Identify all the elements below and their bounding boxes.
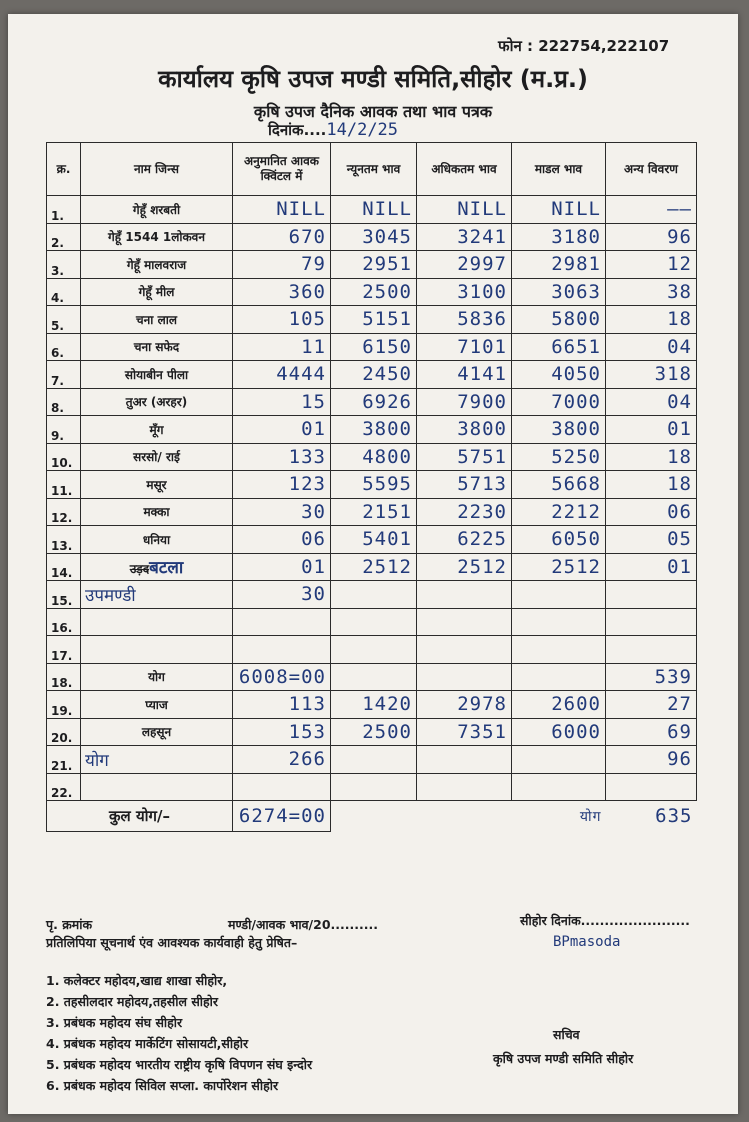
max-price: 7351 bbox=[417, 718, 512, 746]
table-row bbox=[47, 608, 697, 636]
other-detail: 539 bbox=[606, 663, 697, 691]
other-detail: —— bbox=[606, 196, 697, 224]
arrival-value: 105 bbox=[233, 306, 331, 334]
mandi-ref: मण्डी/आवक भाव/20.......... bbox=[228, 917, 379, 932]
other-detail: 96 bbox=[606, 223, 697, 251]
max-price: 5836 bbox=[417, 306, 512, 334]
col-commodity: नाम जिन्स bbox=[81, 143, 233, 196]
date-line bbox=[268, 120, 398, 140]
arrival-value: 123 bbox=[233, 471, 331, 499]
modal-price: 2212 bbox=[512, 498, 606, 526]
recipient-item: 3. प्रबंधक महोदय संघ सीहोर bbox=[46, 1015, 183, 1030]
table-row bbox=[47, 581, 697, 609]
modal-price: 4050 bbox=[512, 361, 606, 389]
forward-note: प्रतिलिपिया सूचनार्थ एंव आवश्यक कार्यवाही हेतु प्रेषित– bbox=[46, 935, 298, 950]
other-detail: 69 bbox=[606, 718, 697, 746]
commodity-name: गेहूँ शरबती bbox=[81, 196, 233, 224]
commodity-name: मूँग bbox=[81, 416, 233, 444]
recipient-item: 5. प्रबंधक महोदय भारतीय राष्ट्रीय कृषि विपणन संघ इन्दोर bbox=[46, 1057, 313, 1072]
max-price bbox=[417, 773, 512, 801]
table-row bbox=[47, 663, 697, 691]
commodity-name: उपमण्डी bbox=[81, 581, 233, 609]
max-price: 5751 bbox=[417, 443, 512, 471]
arrival-value: 360 bbox=[233, 278, 331, 306]
min-price bbox=[331, 581, 417, 609]
table-row bbox=[47, 196, 697, 224]
recipient-item: 4. प्रबंधक महोदय मार्केटिंग सोसायटी,सीहोर bbox=[46, 1036, 249, 1051]
min-price bbox=[331, 663, 417, 691]
min-price bbox=[331, 746, 417, 774]
commodity-name: चना सफेद bbox=[81, 333, 233, 361]
min-price: 5151 bbox=[331, 306, 417, 334]
committee: कृषि उपज मण्डी समिति सीहोर bbox=[493, 1051, 634, 1066]
arrival-value: 266 bbox=[233, 746, 331, 774]
other-detail: 18 bbox=[606, 443, 697, 471]
min-price: 1420 bbox=[331, 691, 417, 719]
modal-price bbox=[512, 773, 606, 801]
secretary: सचिव bbox=[553, 1027, 580, 1042]
date-label: दिनांक.... bbox=[268, 121, 327, 139]
max-price: 6225 bbox=[417, 526, 512, 554]
row-sn: 8. bbox=[47, 388, 81, 416]
other-detail bbox=[606, 581, 697, 609]
total-row bbox=[47, 801, 697, 832]
modal-price: 2512 bbox=[512, 553, 606, 581]
other-detail: 06 bbox=[606, 498, 697, 526]
table-header bbox=[47, 143, 697, 196]
arrival-value: 15 bbox=[233, 388, 331, 416]
row-sn: 4. bbox=[47, 278, 81, 306]
ref-number: पृ. क्रमांक bbox=[46, 917, 93, 932]
other-detail: 12 bbox=[606, 251, 697, 279]
table-row bbox=[47, 691, 697, 719]
modal-price: 3180 bbox=[512, 223, 606, 251]
date-value: 14/2/25 bbox=[326, 120, 399, 140]
table-row bbox=[47, 306, 697, 334]
row-sn: 22. bbox=[47, 773, 81, 801]
col-other: अन्य विवरण bbox=[606, 143, 697, 196]
modal-price: 3063 bbox=[512, 278, 606, 306]
row-sn: 9. bbox=[47, 416, 81, 444]
recipient-item: 6. प्रबंधक महोदय सिविल सप्ला. कार्पोरेशन सीहोर bbox=[46, 1078, 279, 1093]
arrival-value: 6008=00 bbox=[233, 663, 331, 691]
modal-price: NILL bbox=[512, 196, 606, 224]
min-price bbox=[331, 636, 417, 664]
max-price bbox=[417, 608, 512, 636]
modal-price: 6050 bbox=[512, 526, 606, 554]
col-min-price: न्यूनतम भाव bbox=[331, 143, 417, 196]
min-price: 2500 bbox=[331, 718, 417, 746]
commodity-name: तुअर (अरहर) bbox=[81, 388, 233, 416]
modal-price bbox=[512, 746, 606, 774]
max-price: 2997 bbox=[417, 251, 512, 279]
row-sn: 20. bbox=[47, 718, 81, 746]
total-other-label: योग bbox=[579, 808, 602, 825]
arrival-value bbox=[233, 608, 331, 636]
row-sn: 12. bbox=[47, 498, 81, 526]
commodity-name: गेहूँ मील bbox=[81, 278, 233, 306]
arrival-value: 30 bbox=[233, 581, 331, 609]
table-row bbox=[47, 251, 697, 279]
commodity-name bbox=[81, 636, 233, 664]
other-detail: 38 bbox=[606, 278, 697, 306]
table-row bbox=[47, 223, 697, 251]
max-price bbox=[417, 663, 512, 691]
commodity-name: मक्का bbox=[81, 498, 233, 526]
recipient-item: 2. तहसीलदार महोदय,तहसील सीहोर bbox=[46, 994, 219, 1009]
table-row bbox=[47, 746, 697, 774]
row-sn: 13. bbox=[47, 526, 81, 554]
arrival-value: 670 bbox=[233, 223, 331, 251]
commodity-name: योग bbox=[81, 663, 233, 691]
modal-price bbox=[512, 608, 606, 636]
table-row bbox=[47, 471, 697, 499]
row-sn: 3. bbox=[47, 251, 81, 279]
other-detail: 27 bbox=[606, 691, 697, 719]
min-price: 2512 bbox=[331, 553, 417, 581]
report-subtitle: कृषि उपज दैनिक आवक तथा भाव पत्रक bbox=[253, 102, 493, 121]
min-price: 3800 bbox=[331, 416, 417, 444]
other-detail: 04 bbox=[606, 333, 697, 361]
min-price: 2500 bbox=[331, 278, 417, 306]
arrival-value: 4444 bbox=[233, 361, 331, 389]
min-price: 6150 bbox=[331, 333, 417, 361]
arrival-value: 06 bbox=[233, 526, 331, 554]
min-price: NILL bbox=[331, 196, 417, 224]
max-price: 3241 bbox=[417, 223, 512, 251]
phone-number: फोन : 222754,222107 bbox=[498, 37, 670, 55]
max-price: 5713 bbox=[417, 471, 512, 499]
row-sn: 21. bbox=[47, 746, 81, 774]
arrival-value: 01 bbox=[233, 553, 331, 581]
modal-price: 2981 bbox=[512, 251, 606, 279]
commodity-name: चना लाल bbox=[81, 306, 233, 334]
modal-price: 6000 bbox=[512, 718, 606, 746]
modal-price: 6651 bbox=[512, 333, 606, 361]
other-detail bbox=[606, 773, 697, 801]
modal-price: 3800 bbox=[512, 416, 606, 444]
arrival-value: 11 bbox=[233, 333, 331, 361]
row-sn: 6. bbox=[47, 333, 81, 361]
modal-price bbox=[512, 636, 606, 664]
min-price: 2151 bbox=[331, 498, 417, 526]
min-price: 3045 bbox=[331, 223, 417, 251]
row-sn: 11. bbox=[47, 471, 81, 499]
table-row bbox=[47, 333, 697, 361]
max-price: 7101 bbox=[417, 333, 512, 361]
table-row bbox=[47, 388, 697, 416]
commodity-name bbox=[81, 608, 233, 636]
struck-name: उड़द bbox=[129, 562, 150, 577]
other-detail: 318 bbox=[606, 361, 697, 389]
modal-price: 2600 bbox=[512, 691, 606, 719]
total-arrival: 6274=00 bbox=[233, 801, 331, 832]
place-date: सीहोर दिनांक....................... bbox=[520, 913, 690, 928]
commodity-name: गेहूँ 1544 1लोकवन bbox=[81, 223, 233, 251]
row-sn: 19. bbox=[47, 691, 81, 719]
max-price: 4141 bbox=[417, 361, 512, 389]
price-table bbox=[46, 142, 697, 832]
modal-price: 7000 bbox=[512, 388, 606, 416]
table-row bbox=[47, 636, 697, 664]
table-row bbox=[47, 443, 697, 471]
row-sn: 5. bbox=[47, 306, 81, 334]
min-price: 4800 bbox=[331, 443, 417, 471]
min-price: 2951 bbox=[331, 251, 417, 279]
commodity-name bbox=[81, 773, 233, 801]
total-label: कुल योग/– bbox=[47, 801, 233, 832]
arrival-value: 133 bbox=[233, 443, 331, 471]
max-price: 2512 bbox=[417, 553, 512, 581]
max-price: 3100 bbox=[417, 278, 512, 306]
max-price: 2230 bbox=[417, 498, 512, 526]
row-sn: 14. bbox=[47, 553, 81, 581]
commodity-name: गेहूँ मालवराज bbox=[81, 251, 233, 279]
other-detail: 01 bbox=[606, 553, 697, 581]
commodity-name: योग bbox=[81, 746, 233, 774]
row-sn: 15. bbox=[47, 581, 81, 609]
signature: BPmasoda bbox=[553, 934, 621, 950]
handwritten-name: बटला bbox=[149, 558, 184, 579]
table-row bbox=[47, 773, 697, 801]
arrival-value bbox=[233, 773, 331, 801]
other-detail: 04 bbox=[606, 388, 697, 416]
arrival-value: NILL bbox=[233, 196, 331, 224]
table-row bbox=[47, 526, 697, 554]
row-sn: 2. bbox=[47, 223, 81, 251]
table-row bbox=[47, 416, 697, 444]
row-sn: 16. bbox=[47, 608, 81, 636]
table-row bbox=[47, 278, 697, 306]
other-detail bbox=[606, 636, 697, 664]
row-sn: 18. bbox=[47, 663, 81, 691]
min-price bbox=[331, 608, 417, 636]
row-sn: 1. bbox=[47, 196, 81, 224]
max-price: NILL bbox=[417, 196, 512, 224]
modal-price bbox=[512, 581, 606, 609]
total-other: 635 bbox=[655, 805, 693, 828]
max-price bbox=[417, 636, 512, 664]
commodity-name: सरसो/ राई bbox=[81, 443, 233, 471]
arrival-value: 01 bbox=[233, 416, 331, 444]
modal-price bbox=[512, 663, 606, 691]
arrival-value bbox=[233, 636, 331, 664]
commodity-name bbox=[81, 553, 233, 581]
modal-price: 5800 bbox=[512, 306, 606, 334]
max-price bbox=[417, 581, 512, 609]
modal-price: 5250 bbox=[512, 443, 606, 471]
table-row bbox=[47, 498, 697, 526]
max-price bbox=[417, 746, 512, 774]
other-detail: 18 bbox=[606, 471, 697, 499]
other-detail: 05 bbox=[606, 526, 697, 554]
commodity-name: मसूर bbox=[81, 471, 233, 499]
col-max-price: अधिकतम भाव bbox=[417, 143, 512, 196]
col-sn: क्र. bbox=[47, 143, 81, 196]
commodity-name: सोयाबीन पीला bbox=[81, 361, 233, 389]
min-price: 6926 bbox=[331, 388, 417, 416]
table-row bbox=[47, 553, 697, 581]
other-detail bbox=[606, 608, 697, 636]
other-detail: 18 bbox=[606, 306, 697, 334]
row-sn: 17. bbox=[47, 636, 81, 664]
arrival-value: 153 bbox=[233, 718, 331, 746]
table-row bbox=[47, 361, 697, 389]
document-sheet bbox=[8, 14, 738, 1114]
row-sn: 10. bbox=[47, 443, 81, 471]
table-row bbox=[47, 718, 697, 746]
commodity-name: प्याज bbox=[81, 691, 233, 719]
col-modal-price: माडल भाव bbox=[512, 143, 606, 196]
other-detail: 96 bbox=[606, 746, 697, 774]
min-price: 2450 bbox=[331, 361, 417, 389]
max-price: 7900 bbox=[417, 388, 512, 416]
arrival-value: 113 bbox=[233, 691, 331, 719]
arrival-value: 30 bbox=[233, 498, 331, 526]
min-price: 5595 bbox=[331, 471, 417, 499]
min-price bbox=[331, 773, 417, 801]
commodity-name: धनिया bbox=[81, 526, 233, 554]
modal-price: 5668 bbox=[512, 471, 606, 499]
recipient-item: 1. कलेक्टर महोदय,खाद्य शाखा सीहोर, bbox=[46, 973, 228, 988]
other-detail: 01 bbox=[606, 416, 697, 444]
col-arrival: अनुमानित आवक क्विंटल में bbox=[233, 143, 331, 196]
office-title: कार्यालय कृषि उपज मण्डी समिति,सीहोर (म.प्र.) bbox=[158, 65, 588, 93]
max-price: 3800 bbox=[417, 416, 512, 444]
commodity-name: लहसून bbox=[81, 718, 233, 746]
arrival-value: 79 bbox=[233, 251, 331, 279]
max-price: 2978 bbox=[417, 691, 512, 719]
min-price: 5401 bbox=[331, 526, 417, 554]
row-sn: 7. bbox=[47, 361, 81, 389]
